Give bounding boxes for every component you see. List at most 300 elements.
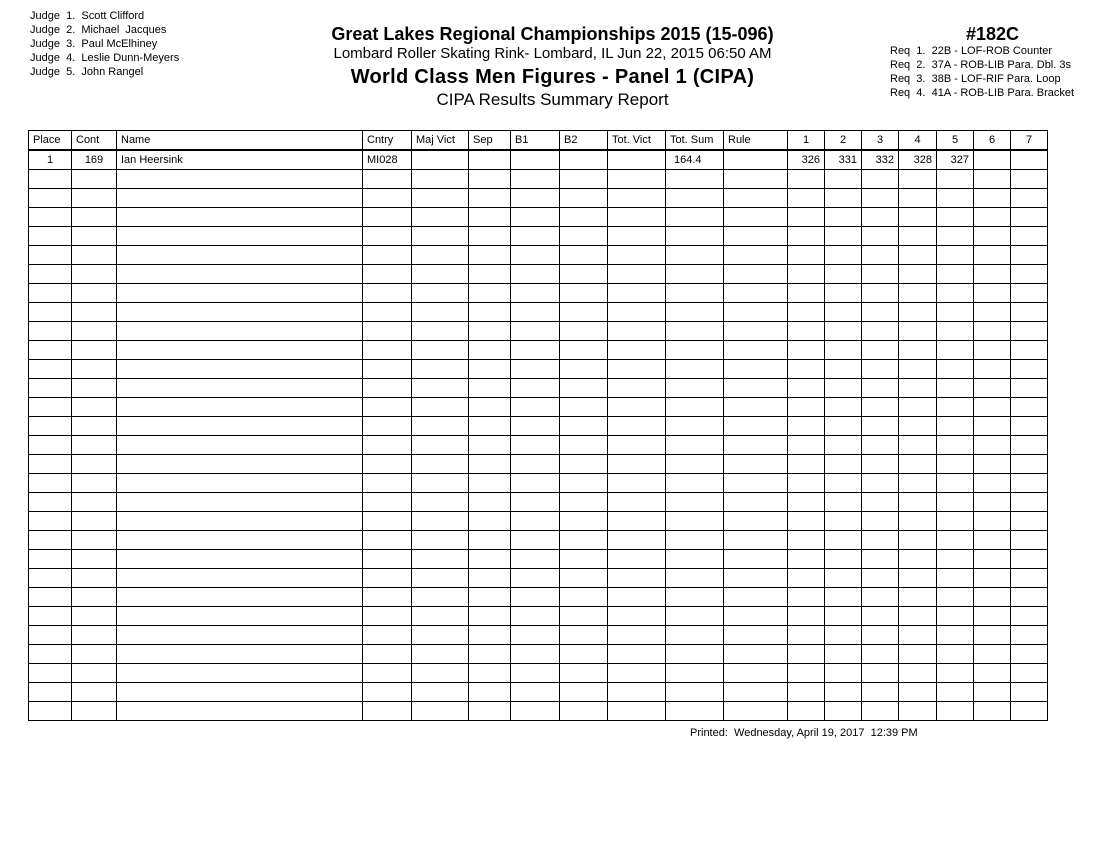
empty-cell	[1011, 246, 1048, 265]
judge-label: Judge 4.	[30, 52, 76, 64]
empty-cell	[724, 341, 788, 360]
empty-cell	[1011, 588, 1048, 607]
empty-cell	[825, 436, 862, 455]
empty-cell	[560, 626, 608, 645]
table-row	[29, 531, 1048, 550]
empty-cell	[899, 550, 937, 569]
empty-cell	[899, 493, 937, 512]
empty-cell	[788, 702, 825, 721]
empty-cell	[899, 398, 937, 417]
empty-cell	[29, 303, 72, 322]
empty-cell	[469, 322, 511, 341]
table-row	[29, 322, 1048, 341]
empty-cell	[724, 607, 788, 626]
empty-cell	[117, 398, 363, 417]
table-row	[29, 607, 1048, 626]
empty-cell	[412, 303, 469, 322]
empty-cell	[72, 208, 117, 227]
empty-cell	[560, 341, 608, 360]
req-label: Req 2.	[890, 59, 926, 71]
empty-cell	[974, 607, 1011, 626]
empty-cell	[469, 246, 511, 265]
empty-cell	[560, 227, 608, 246]
empty-cell	[560, 607, 608, 626]
empty-cell	[29, 664, 72, 683]
empty-cell	[825, 227, 862, 246]
empty-cell	[937, 436, 974, 455]
empty-cell	[608, 645, 666, 664]
empty-cell	[788, 303, 825, 322]
empty-cell	[1011, 664, 1048, 683]
empty-cell	[560, 208, 608, 227]
empty-cell	[788, 227, 825, 246]
cell-name: Ian Heersink	[117, 150, 363, 170]
empty-cell	[899, 189, 937, 208]
empty-cell	[899, 664, 937, 683]
empty-cell	[29, 607, 72, 626]
empty-cell	[974, 474, 1011, 493]
empty-cell	[937, 455, 974, 474]
empty-cell	[724, 569, 788, 588]
empty-cell	[724, 398, 788, 417]
empty-cell	[608, 398, 666, 417]
empty-cell	[363, 208, 412, 227]
empty-cell	[412, 208, 469, 227]
empty-cell	[511, 664, 560, 683]
empty-cell	[899, 246, 937, 265]
empty-cell	[412, 360, 469, 379]
empty-cell	[29, 588, 72, 607]
col-judge-6: 6	[974, 131, 1011, 151]
empty-cell	[899, 379, 937, 398]
empty-cell	[974, 303, 1011, 322]
col-tot-sum: Tot. Sum	[666, 131, 724, 151]
empty-cell	[560, 436, 608, 455]
empty-cell	[363, 227, 412, 246]
empty-cell	[560, 474, 608, 493]
empty-cell	[1011, 436, 1048, 455]
empty-cell	[974, 512, 1011, 531]
venue-datetime: Lombard Roller Skating Rink- Lombard, IL Jun 22, 2015 06:50 AM	[333, 45, 772, 62]
empty-cell	[825, 512, 862, 531]
empty-cell	[788, 170, 825, 189]
empty-cell	[117, 417, 363, 436]
empty-cell	[899, 531, 937, 550]
empty-cell	[608, 588, 666, 607]
empty-cell	[666, 303, 724, 322]
empty-cell	[608, 569, 666, 588]
empty-cell	[1011, 493, 1048, 512]
empty-cell	[412, 683, 469, 702]
empty-cell	[511, 170, 560, 189]
empty-cell	[666, 265, 724, 284]
empty-cell	[788, 569, 825, 588]
empty-cell	[724, 474, 788, 493]
empty-cell	[974, 417, 1011, 436]
empty-cell	[666, 227, 724, 246]
empty-cell	[899, 322, 937, 341]
empty-cell	[469, 664, 511, 683]
empty-cell	[511, 379, 560, 398]
requirement-4	[890, 86, 1100, 100]
empty-cell	[974, 265, 1011, 284]
empty-cell	[1011, 170, 1048, 189]
empty-cell	[666, 189, 724, 208]
empty-cell	[937, 664, 974, 683]
empty-cell	[363, 436, 412, 455]
empty-cell	[469, 455, 511, 474]
empty-cell	[469, 474, 511, 493]
empty-cell	[666, 436, 724, 455]
empty-cell	[788, 360, 825, 379]
empty-cell	[72, 189, 117, 208]
empty-cell	[29, 341, 72, 360]
empty-cell	[1011, 284, 1048, 303]
empty-cell	[899, 607, 937, 626]
empty-cell	[974, 664, 1011, 683]
empty-cell	[724, 455, 788, 474]
empty-cell	[469, 379, 511, 398]
empty-cell	[72, 322, 117, 341]
empty-cell	[29, 683, 72, 702]
empty-cell	[117, 493, 363, 512]
empty-cell	[724, 626, 788, 645]
empty-cell	[29, 208, 72, 227]
empty-cell	[608, 246, 666, 265]
judge-label: Judge 3.	[30, 38, 76, 50]
empty-cell	[862, 683, 899, 702]
empty-cell	[1011, 531, 1048, 550]
req-value: 37A - ROB-LIB Para. Dbl. 3s	[931, 59, 1071, 71]
empty-cell	[469, 227, 511, 246]
empty-cell	[560, 493, 608, 512]
empty-cell	[899, 474, 937, 493]
empty-cell	[937, 417, 974, 436]
empty-cell	[363, 569, 412, 588]
empty-cell	[937, 474, 974, 493]
col-judge-3: 3	[862, 131, 899, 151]
judge-name: Michael Jacques	[81, 24, 167, 36]
empty-cell	[788, 550, 825, 569]
empty-cell	[363, 170, 412, 189]
col-tot-vict: Tot. Vict	[608, 131, 666, 151]
empty-cell	[724, 664, 788, 683]
empty-cell	[72, 284, 117, 303]
empty-cell	[29, 170, 72, 189]
empty-cell	[511, 265, 560, 284]
empty-cell	[469, 607, 511, 626]
empty-cell	[937, 379, 974, 398]
empty-cell	[72, 227, 117, 246]
empty-cell	[724, 379, 788, 398]
empty-cell	[608, 436, 666, 455]
empty-cell	[788, 626, 825, 645]
empty-cell	[825, 170, 862, 189]
table-row	[29, 284, 1048, 303]
empty-cell	[560, 664, 608, 683]
empty-cell	[862, 474, 899, 493]
empty-cell	[862, 379, 899, 398]
empty-cell	[363, 512, 412, 531]
empty-cell	[72, 303, 117, 322]
empty-cell	[724, 683, 788, 702]
empty-cell	[1011, 569, 1048, 588]
empty-cell	[724, 550, 788, 569]
empty-cell	[29, 436, 72, 455]
requirement-1	[890, 44, 1100, 58]
empty-cell	[412, 436, 469, 455]
empty-cell	[608, 455, 666, 474]
empty-cell	[974, 246, 1011, 265]
empty-cell	[29, 493, 72, 512]
table-row	[29, 569, 1048, 588]
empty-cell	[511, 512, 560, 531]
empty-cell	[666, 398, 724, 417]
empty-cell	[862, 303, 899, 322]
empty-cell	[72, 341, 117, 360]
req-label: Req 1.	[890, 45, 926, 57]
empty-cell	[937, 569, 974, 588]
empty-cell	[363, 284, 412, 303]
empty-cell	[469, 265, 511, 284]
empty-cell	[72, 170, 117, 189]
table-row	[29, 379, 1048, 398]
empty-cell	[363, 398, 412, 417]
empty-cell	[560, 360, 608, 379]
empty-cell	[363, 303, 412, 322]
empty-cell	[412, 227, 469, 246]
empty-cell	[469, 531, 511, 550]
empty-cell	[117, 170, 363, 189]
empty-cell	[511, 322, 560, 341]
empty-cell	[974, 702, 1011, 721]
empty-cell	[29, 645, 72, 664]
report-header	[290, 22, 815, 110]
empty-cell	[608, 417, 666, 436]
judge-5	[30, 65, 179, 79]
event-info	[890, 24, 1100, 100]
empty-cell	[1011, 227, 1048, 246]
cell-place: 1	[29, 150, 72, 170]
empty-cell	[899, 417, 937, 436]
empty-cell	[117, 626, 363, 645]
empty-cell	[560, 417, 608, 436]
empty-cell	[29, 322, 72, 341]
empty-cell	[117, 189, 363, 208]
empty-cell	[899, 702, 937, 721]
empty-cell	[608, 474, 666, 493]
empty-cell	[724, 246, 788, 265]
empty-cell	[72, 531, 117, 550]
empty-cell	[862, 550, 899, 569]
empty-cell	[1011, 322, 1048, 341]
empty-cell	[608, 208, 666, 227]
empty-cell	[560, 588, 608, 607]
empty-cell	[724, 531, 788, 550]
empty-cell	[825, 360, 862, 379]
empty-cell	[1011, 626, 1048, 645]
empty-cell	[511, 398, 560, 417]
empty-cell	[560, 702, 608, 721]
empty-cell	[469, 284, 511, 303]
empty-cell	[862, 702, 899, 721]
empty-cell	[469, 493, 511, 512]
empty-cell	[412, 664, 469, 683]
empty-cell	[1011, 474, 1048, 493]
cell-judge-6	[974, 150, 1011, 170]
empty-cell	[511, 341, 560, 360]
cell-b1	[511, 150, 560, 170]
empty-cell	[72, 417, 117, 436]
empty-cell	[666, 683, 724, 702]
empty-cell	[72, 702, 117, 721]
empty-cell	[862, 664, 899, 683]
empty-cell	[511, 550, 560, 569]
judges-list	[30, 9, 179, 79]
empty-cell	[862, 588, 899, 607]
empty-cell	[412, 379, 469, 398]
table-row	[29, 170, 1048, 189]
empty-cell	[825, 303, 862, 322]
empty-cell	[788, 588, 825, 607]
empty-cell	[560, 645, 608, 664]
empty-cell	[899, 683, 937, 702]
empty-cell	[724, 436, 788, 455]
empty-cell	[788, 493, 825, 512]
cell-sep	[469, 150, 511, 170]
requirement-3	[890, 72, 1100, 86]
empty-cell	[560, 398, 608, 417]
empty-cell	[412, 493, 469, 512]
empty-cell	[29, 702, 72, 721]
empty-cell	[560, 303, 608, 322]
req-label: Req 4.	[890, 87, 926, 99]
empty-cell	[666, 455, 724, 474]
empty-cell	[825, 645, 862, 664]
col-judge-4: 4	[899, 131, 937, 151]
empty-cell	[412, 341, 469, 360]
empty-cell	[469, 683, 511, 702]
empty-cell	[788, 322, 825, 341]
table-row	[29, 417, 1048, 436]
empty-cell	[937, 170, 974, 189]
empty-cell	[724, 645, 788, 664]
col-b1: B1	[511, 131, 560, 151]
judge-4	[30, 51, 179, 65]
empty-cell	[511, 284, 560, 303]
table-row	[29, 436, 1048, 455]
empty-cell	[974, 493, 1011, 512]
empty-cell	[412, 265, 469, 284]
empty-cell	[560, 455, 608, 474]
empty-cell	[412, 417, 469, 436]
empty-cell	[511, 626, 560, 645]
table-row	[29, 474, 1048, 493]
empty-cell	[666, 702, 724, 721]
col-maj-vict: Maj Vict	[412, 131, 469, 151]
cell-cont: 169	[72, 150, 117, 170]
empty-cell	[666, 512, 724, 531]
empty-cell	[825, 189, 862, 208]
empty-cell	[412, 645, 469, 664]
col-b2: B2	[560, 131, 608, 151]
empty-cell	[862, 626, 899, 645]
cell-cntry: MI028	[363, 150, 412, 170]
empty-cell	[666, 607, 724, 626]
empty-cell	[862, 455, 899, 474]
table-row	[29, 493, 1048, 512]
col-cntry: Cntry	[363, 131, 412, 151]
empty-cell	[862, 512, 899, 531]
empty-cell	[788, 341, 825, 360]
empty-cell	[825, 607, 862, 626]
empty-cell	[974, 360, 1011, 379]
empty-cell	[724, 208, 788, 227]
empty-cell	[937, 493, 974, 512]
empty-cell	[363, 474, 412, 493]
empty-cell	[412, 398, 469, 417]
empty-cell	[666, 588, 724, 607]
table-row	[29, 455, 1048, 474]
empty-cell	[117, 607, 363, 626]
table-header-row	[29, 131, 1048, 151]
empty-cell	[469, 588, 511, 607]
col-rule: Rule	[724, 131, 788, 151]
empty-cell	[469, 398, 511, 417]
cell-rule	[724, 150, 788, 170]
empty-cell	[825, 588, 862, 607]
empty-cell	[724, 303, 788, 322]
empty-cell	[899, 360, 937, 379]
empty-cell	[937, 588, 974, 607]
empty-cell	[29, 474, 72, 493]
empty-cell	[862, 493, 899, 512]
empty-cell	[862, 208, 899, 227]
table-row	[29, 588, 1048, 607]
req-value: 41A - ROB-LIB Para. Bracket	[931, 87, 1075, 99]
empty-cell	[899, 227, 937, 246]
empty-cell	[825, 493, 862, 512]
empty-cell	[862, 265, 899, 284]
empty-cell	[724, 265, 788, 284]
empty-cell	[666, 645, 724, 664]
empty-cell	[412, 322, 469, 341]
empty-cell	[560, 550, 608, 569]
empty-cell	[29, 360, 72, 379]
empty-cell	[937, 398, 974, 417]
empty-cell	[1011, 379, 1048, 398]
empty-cell	[412, 455, 469, 474]
empty-cell	[862, 398, 899, 417]
empty-cell	[862, 607, 899, 626]
empty-cell	[666, 379, 724, 398]
empty-cell	[608, 170, 666, 189]
empty-cell	[937, 341, 974, 360]
empty-cell	[117, 284, 363, 303]
empty-cell	[899, 436, 937, 455]
empty-cell	[72, 265, 117, 284]
empty-cell	[412, 531, 469, 550]
empty-cell	[29, 189, 72, 208]
empty-cell	[825, 208, 862, 227]
empty-cell	[72, 436, 117, 455]
table-row	[29, 550, 1048, 569]
empty-cell	[974, 170, 1011, 189]
empty-cell	[825, 550, 862, 569]
empty-cell	[1011, 265, 1048, 284]
empty-cell	[666, 550, 724, 569]
empty-cell	[412, 170, 469, 189]
